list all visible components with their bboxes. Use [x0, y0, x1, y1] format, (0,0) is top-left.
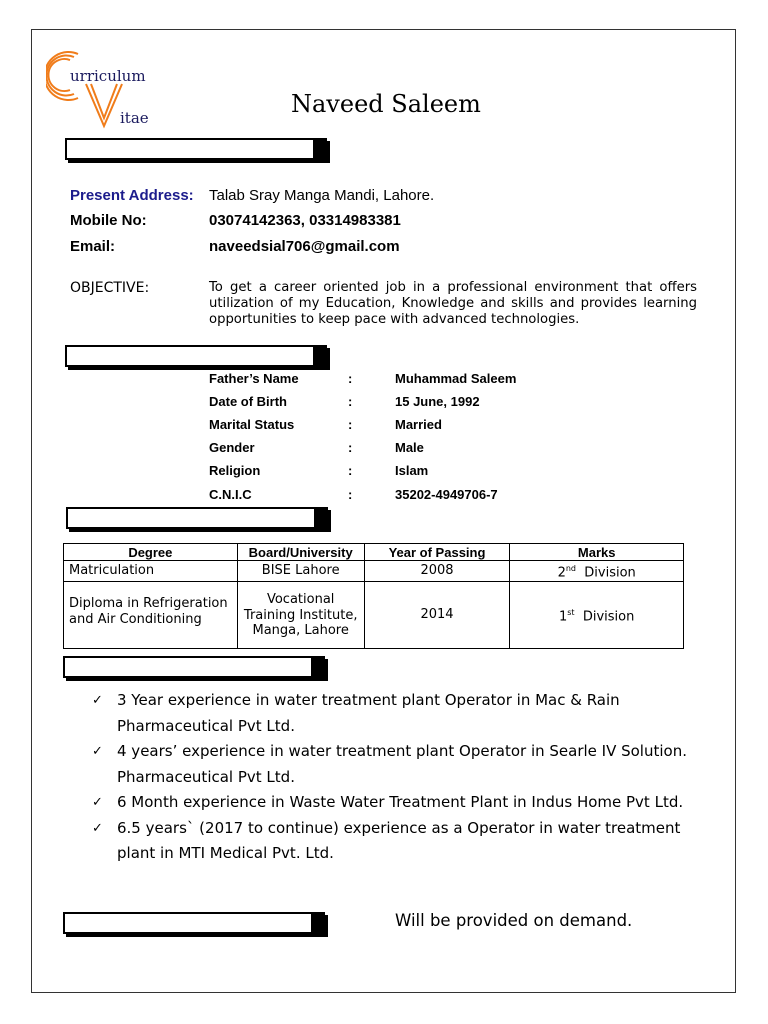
experience-text: 4 years’ experience in water treatment plant Operator in Searle IV Solution. Pharmaceutical Pvt Ltd. — [117, 742, 687, 786]
objective-text: To get a career oriented job in a professional environment that offers utilization of my Education, Knowledge and skills and provides learning opportunities to keep pace with advanced technologies. — [209, 280, 697, 327]
marks-suffix: st — [567, 608, 575, 618]
personal-info-value: Muhammad Saleem — [395, 371, 517, 386]
list-item — [92, 790, 702, 816]
address-label: Present Address: — [70, 187, 194, 204]
checkmark-icon: ✓ — [92, 693, 103, 708]
personal-info-key: Father’s Name — [209, 371, 299, 386]
education-table — [63, 543, 684, 649]
mobile-label: Mobile No: — [70, 212, 147, 229]
checkmark-icon: ✓ — [92, 744, 103, 759]
header-board: Board/University — [237, 544, 364, 561]
header-degree: Degree — [64, 544, 238, 561]
references-text: Will be provided on demand. — [395, 911, 633, 930]
cell-marks — [510, 582, 684, 649]
table-header-row — [64, 544, 684, 561]
cell-board: Vocational Training Institute, Manga, Lahore — [237, 582, 364, 649]
cell-year: 2014 — [364, 582, 510, 649]
marks-text: Division — [584, 565, 636, 581]
personal-info-sep: : — [348, 417, 353, 432]
experience-text: 3 Year experience in water treatment plant Operator in Mac & Rain Pharmaceutical Pvt Ltd. — [117, 691, 620, 735]
section-bar-education — [66, 507, 328, 529]
objective-label: OBJECTIVE: — [70, 280, 150, 296]
personal-info-key: C.N.I.C — [209, 487, 252, 502]
email-label: Email: — [70, 238, 116, 255]
table-row — [64, 561, 684, 582]
mobile-value: 03074142363, 03314983381 — [209, 212, 401, 229]
personal-info-sep: : — [348, 440, 353, 455]
curriculum-vitae-logo — [46, 50, 176, 130]
cell-degree: Matriculation — [64, 561, 238, 582]
table-row — [64, 582, 684, 649]
logo-word-vitae: itae — [120, 109, 149, 127]
header-marks: Marks — [510, 544, 684, 561]
experience-text: 6 Month experience in Waste Water Treatment Plant in Indus Home Pvt Ltd. — [117, 793, 684, 811]
marks-number: 1 — [558, 609, 568, 625]
personal-info-sep: : — [348, 394, 353, 409]
list-item — [92, 816, 702, 867]
cell-year: 2008 — [364, 561, 510, 582]
list-item — [92, 688, 702, 739]
logo-word-curriculum: urriculum — [70, 67, 146, 85]
personal-info-key: Gender — [209, 440, 255, 455]
checkmark-icon: ✓ — [92, 820, 103, 836]
header-year: Year of Passing — [364, 544, 510, 561]
experience-text: 6.5 years` (2017 to continue) experience as a Operator in water treatment plant in MTI Medical Pvt. Ltd. — [117, 818, 681, 862]
marks-text: Division — [582, 609, 635, 625]
section-bar-personal — [65, 345, 327, 367]
email-value: naveedsial706@gmail.com — [209, 238, 400, 255]
personal-info-value: Islam — [395, 463, 429, 478]
section-bar-experience — [63, 656, 325, 678]
cell-board: BISE Lahore — [237, 561, 364, 582]
list-item — [92, 739, 702, 790]
personal-info-sep: : — [348, 487, 353, 502]
personal-info-key: Marital Status — [209, 417, 295, 432]
personal-info-value: 15 June, 1992 — [395, 394, 480, 409]
checkmark-icon: ✓ — [92, 795, 103, 810]
candidate-name: Naveed Saleem — [291, 90, 481, 118]
personal-info-key: Date of Birth — [209, 394, 287, 409]
section-bar-contact — [65, 138, 327, 160]
section-bar-references — [63, 912, 325, 934]
personal-info-value: Male — [395, 440, 424, 455]
personal-info-key: Religion — [209, 463, 261, 478]
address-value: Talab Sray Manga Mandi, Lahore. — [209, 187, 435, 204]
personal-info-value: Married — [395, 417, 442, 432]
marks-suffix: nd — [565, 564, 576, 573]
personal-info-sep: : — [348, 371, 353, 386]
personal-info-sep: : — [348, 463, 353, 478]
experience-list — [92, 688, 702, 867]
cell-marks — [510, 561, 684, 582]
cell-degree: Diploma in Refrigeration and Air Conditioning — [64, 582, 238, 649]
marks-number: 2 — [557, 565, 566, 581]
personal-info-value: 35202-4949706-7 — [395, 487, 498, 502]
